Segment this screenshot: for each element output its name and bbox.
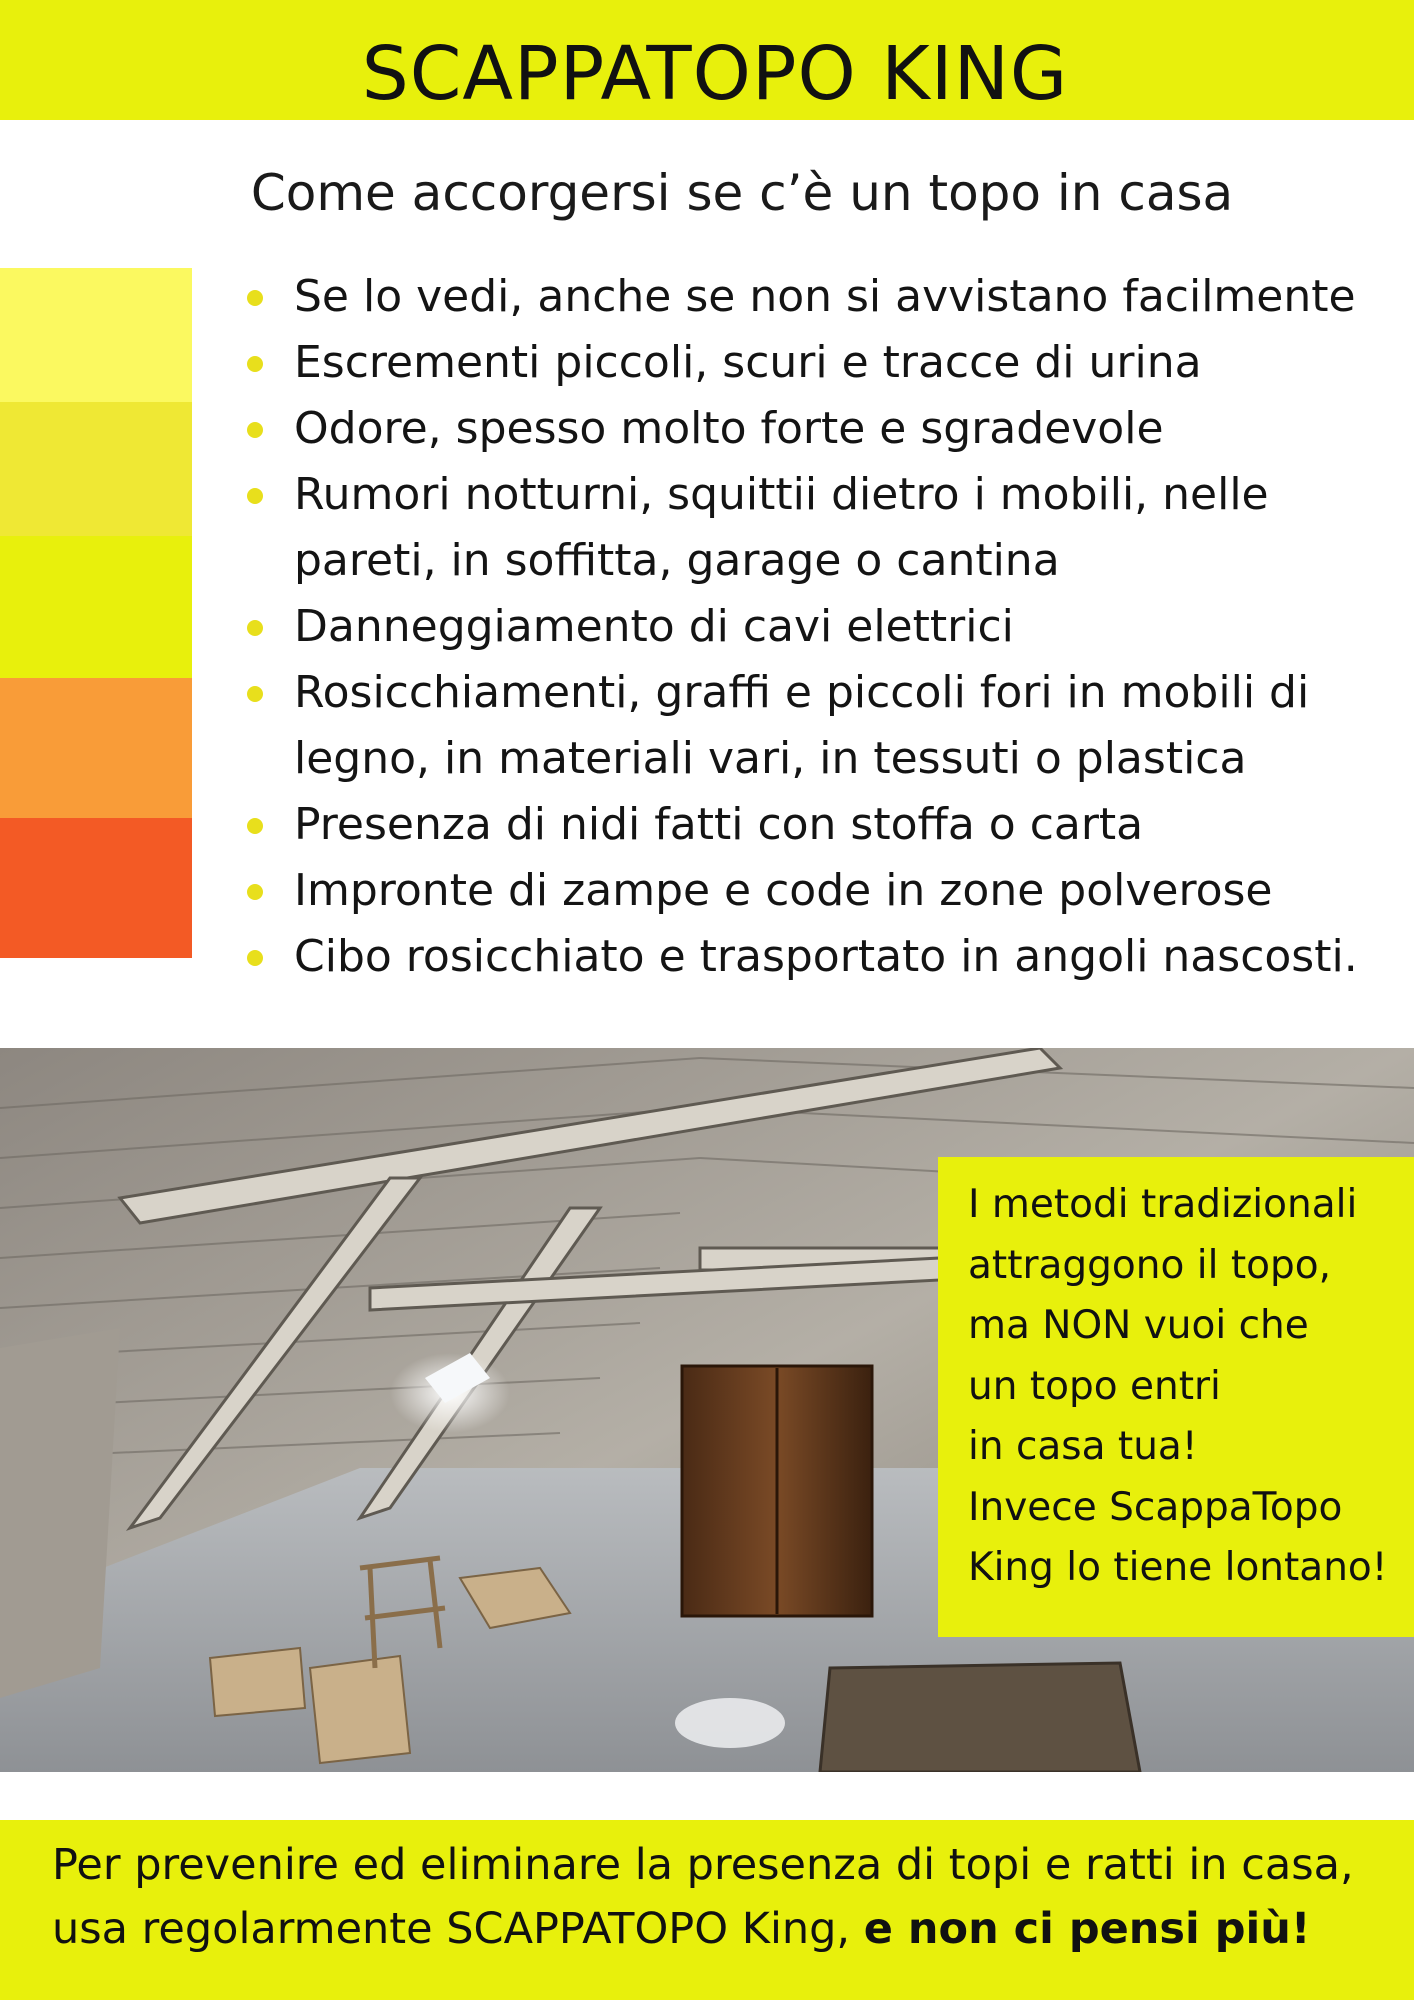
bullet-dot-icon: [247, 356, 263, 372]
color-swatch: [0, 818, 192, 958]
list-item-text: Presenza di nidi fatti con stoffa o carta: [294, 799, 1144, 850]
callout-line: I metodi tradizionali: [968, 1182, 1358, 1227]
color-swatch: [0, 268, 192, 402]
list-item: [244, 792, 1404, 858]
list-item-text: Impronte di zampe e code in zone polverose: [294, 865, 1273, 916]
list-item: [244, 396, 1404, 462]
list-item: [244, 264, 1404, 330]
callout-line: un topo entri: [968, 1363, 1221, 1409]
list-item: [244, 858, 1404, 924]
list-item-text: legno, in materiali vari, in tessuti o plastica: [294, 733, 1247, 784]
callout-line: King lo tiene lontano!: [968, 1545, 1388, 1590]
callout-line: in casa tua!: [968, 1424, 1198, 1469]
footer-line: Per prevenire ed eliminare la presenza di topi e ratti in casa,: [52, 1840, 1354, 1890]
list-item-text: pareti, in soffitta, garage o cantina: [294, 535, 1060, 586]
list-item-text: Rosicchiamenti, graffi e piccoli fori in mobili di: [294, 667, 1310, 718]
list-item: [244, 660, 1404, 792]
list-item: [244, 330, 1404, 396]
bullet-dot-icon: [247, 686, 263, 702]
list-item: [244, 462, 1404, 594]
color-swatch: [0, 402, 192, 536]
list-item-text: Escrementi piccoli, scuri e tracce di urina: [294, 337, 1202, 388]
footer-plain-text: usa regolarmente SCAPPATOPO King,: [52, 1904, 864, 1954]
color-swatch: [0, 678, 192, 818]
list-item-text: Se lo vedi, anche se non si avvistano facilmente: [294, 271, 1356, 322]
callout-line: ma NON vuoi che: [968, 1303, 1309, 1348]
list-item: [244, 924, 1404, 990]
color-swatch: [0, 536, 192, 678]
bullet-dot-icon: [247, 884, 263, 900]
brand-title: SCAPPATOPO KING: [361, 31, 1069, 117]
callout-box: [938, 1157, 1414, 1637]
list-item-text: Odore, spesso molto forte e sgradevole: [294, 403, 1164, 454]
callout-line: Invece ScappaTopo: [968, 1484, 1343, 1530]
list-item-text: Rumori notturni, squittii dietro i mobili, nelle: [294, 469, 1269, 520]
bullet-dot-icon: [247, 950, 263, 966]
bullet-dot-icon: [247, 290, 263, 306]
list-item: [244, 594, 1404, 660]
callout-line: attraggono il topo,: [968, 1242, 1331, 1288]
bullet-dot-icon: [247, 488, 263, 504]
bullet-dot-icon: [247, 818, 263, 834]
list-item-text: Cibo rosicchiato e trasportato in angoli nascosti.: [294, 931, 1358, 982]
color-swatch-strip: [0, 268, 192, 958]
page-subtitle: Come accorgersi se c’è un topo in casa: [250, 164, 1234, 222]
bullet-dot-icon: [247, 620, 263, 636]
footer-line: [52, 1897, 1392, 1961]
list-item-text: Danneggiamento di cavi elettrici: [294, 601, 1014, 652]
footer-message: [52, 1833, 1392, 1961]
footer-bold-text: e non ci pensi più!: [863, 1904, 1311, 1954]
bullet-dot-icon: [247, 422, 263, 438]
signs-list: [244, 264, 1404, 990]
